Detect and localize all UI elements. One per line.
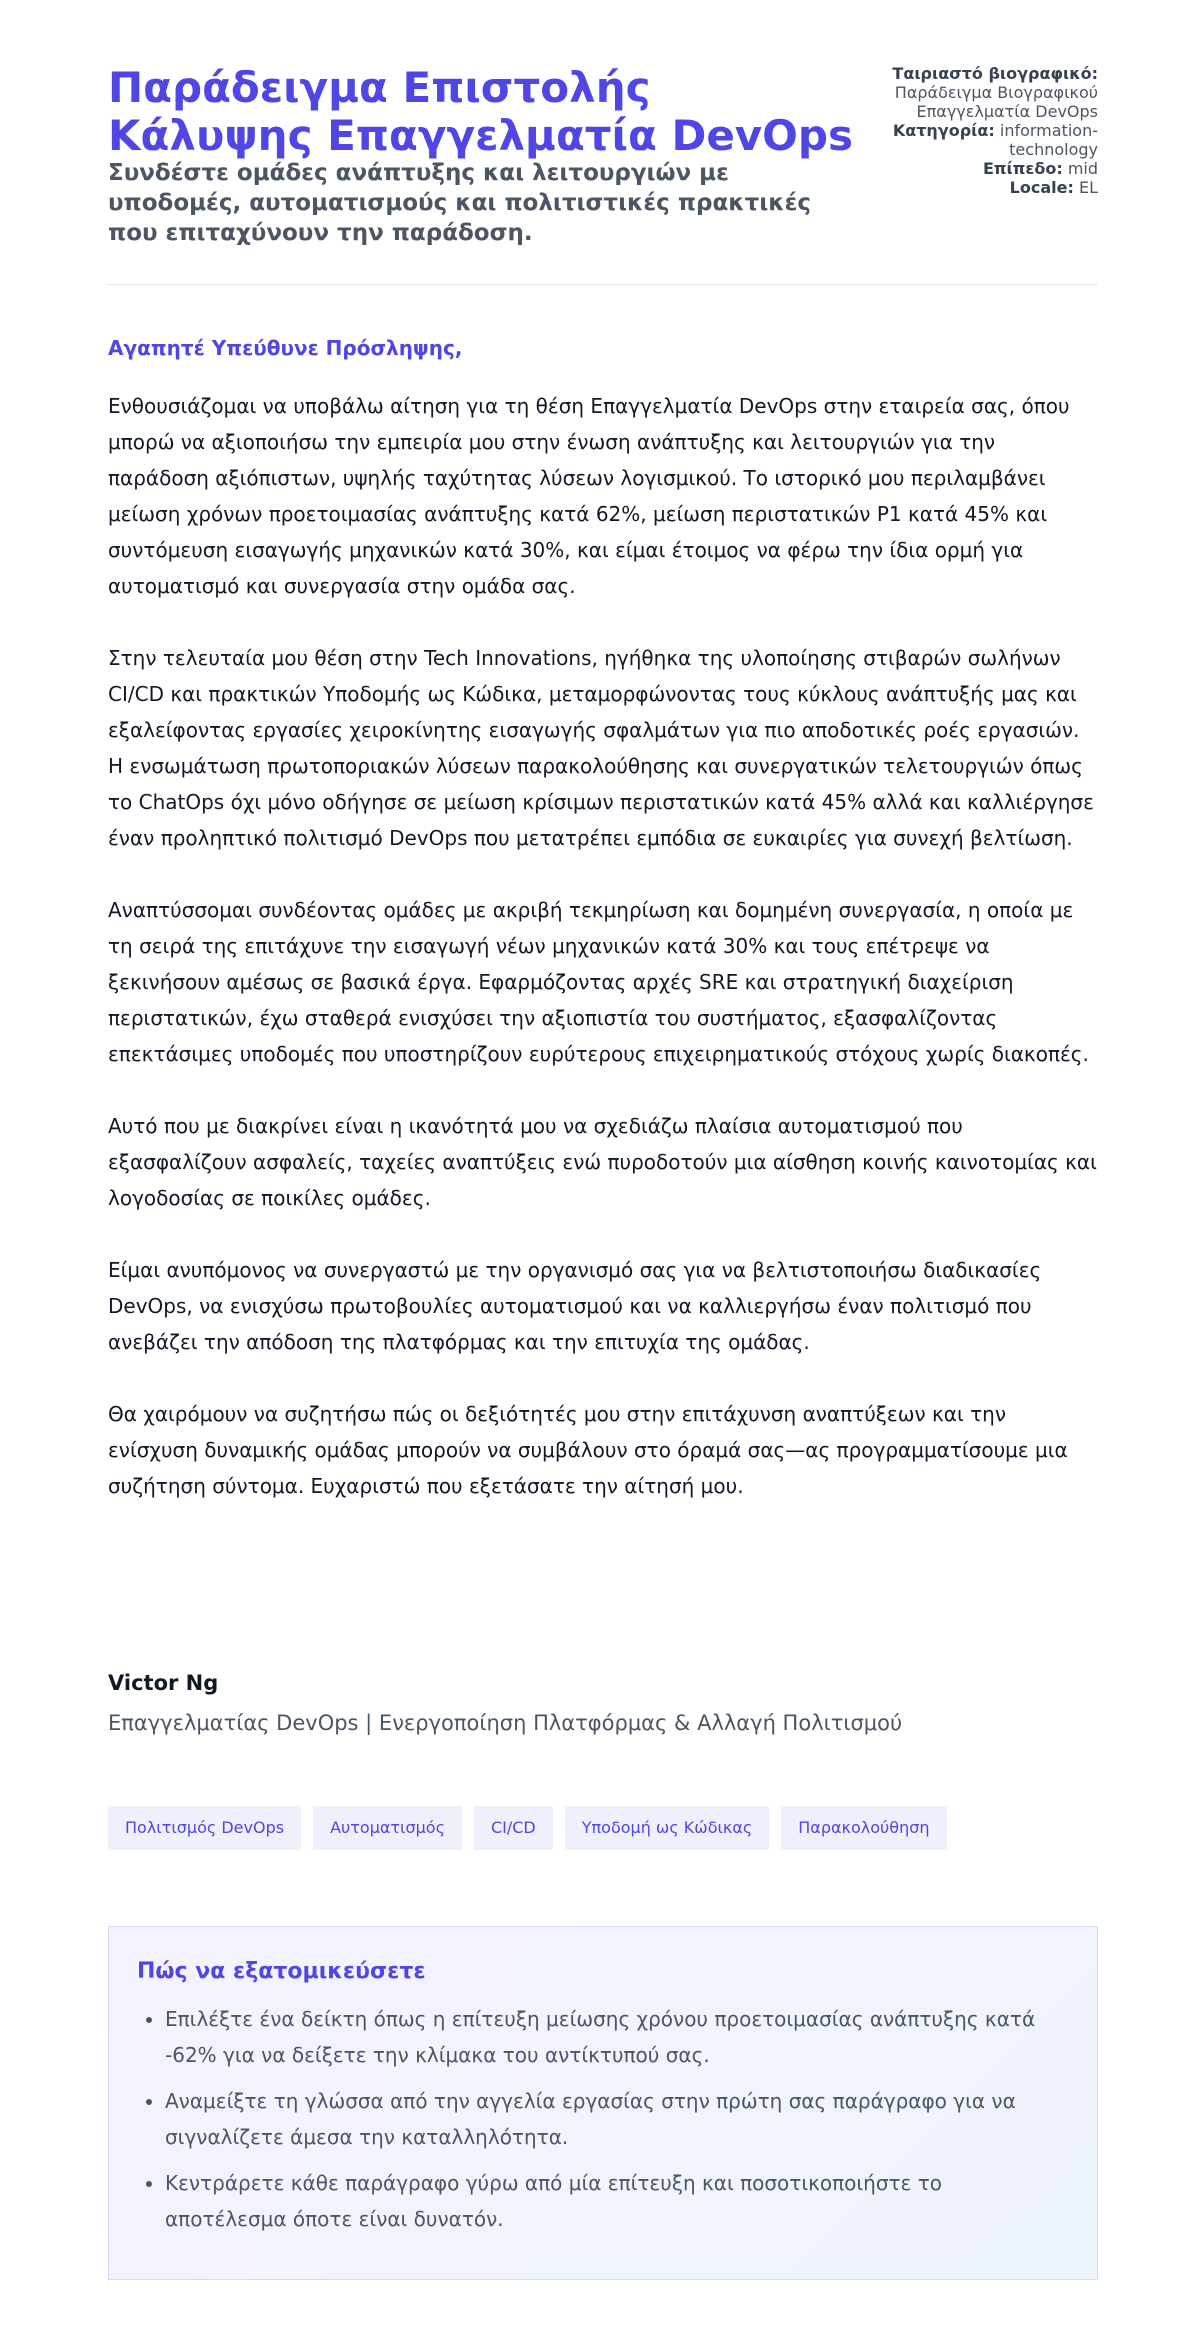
letter-paragraph: Αναπτύσσομαι συνδέοντας ομάδες με ακριβή τεκμηρίωση και δομημένη συνεργασία, η οποία με τη σειρά της επιτάχυνε την εισαγωγή νέων μηχανικών κατά 30% και τους επέτρεψε να ξεκινήσουν αμέσως σε βασικά έργα. Εφαρμόζοντας αρχές SRE και στρατηγική διαχείριση περιστατικών, έχω σταθερά ενισχύσει την αξιοπιστία του συστήματος, εξασφαλίζοντας επεκτάσιμες υποδομές που υποστηρίζουν ευρύτερους επιχειρηματικούς στόχους χωρίς διακοπές. xyxy=(108,898,1089,1066)
tip-item: • Αναμείξτε τη γλώσσα από την αγγελία εργασίας στην πρώτη σας παράγραφο για να σιγναλίζετε άμεσα την καταλληλότητα. xyxy=(165,2083,1069,2155)
tip-item: • Κεντράρετε κάθε παράγραφο γύρω από μία επίτευξη και ποσοτικοποιήστε το αποτέλεσμα όποτε είναι δυνατόν. xyxy=(165,2165,1069,2237)
page-header xyxy=(108,0,1098,285)
skill-tag: Παρακολούθηση xyxy=(781,1806,946,1850)
meta-locale xyxy=(848,178,1098,197)
tips-title: Πώς να εξατομικεύσετε xyxy=(137,1959,426,1984)
meta-panel xyxy=(848,64,1098,197)
page-title: Παράδειγμα Επιστολής Κάλυψης Επαγγελματία DevOps xyxy=(108,63,853,160)
meta-resume-label: Ταιριαστό βιογραφικό: xyxy=(892,64,1098,83)
skill-tag: Πολιτισμός DevOps xyxy=(108,1806,301,1850)
letter-body xyxy=(108,388,1098,1540)
meta-locale-label: Locale: xyxy=(1009,178,1074,197)
meta-category-value: information-technology xyxy=(999,121,1098,159)
skill-tag: Υποδομή ως Κώδικας xyxy=(565,1806,770,1850)
meta-level-value: mid xyxy=(1067,159,1098,178)
salutation: Αγαπητέ Υπεύθυνε Πρόσληψης, xyxy=(108,336,463,360)
meta-resume xyxy=(848,64,1098,121)
letter-paragraph: Στην τελευταία μου θέση στην Tech Innovations, ηγήθηκα της υλοποίησης στιβαρών σωλήνων CI/CD και πρακτικών Υποδομής ως Κώδικα, μεταμορφώνοντας τους κύκλους ανάπτυξής μας και εξαλείφοντας εργασίες χειροκίνητης εισαγωγής σφαλμάτων για πιο αποδοτικές ροές εργασιών. Η ενσωμάτωση πρωτοποριακών λύσεων παρακολούθησης και συνεργατικών τελετουργιών όπως το ChatOps όχι μόνο οδήγησε σε μείωση κρίσιμων περιστατικών κατά 45% αλλά και καλλιέργησε έναν προληπτικό πολιτισμό DevOps που μετατρέπει εμπόδια σε ευκαιρίες για συνεχή βελτίωση. xyxy=(108,646,1094,850)
cover-letter-page xyxy=(108,0,1098,2231)
meta-level-label: Επίπεδο: xyxy=(982,159,1063,178)
letter-paragraph: Αυτό που με διακρίνει είναι η ικανότητά μου να σχεδιάζω πλαίσια αυτοματισμού που εξασφαλίζουν ασφαλείς, ταχείες αναπτύξεις ενώ πυροδοτούν μια αίσθηση κοινής καινοτομίας και λογοδοσίας σε ποικίλες ομάδες. xyxy=(108,1114,1097,1210)
letter-paragraph: Θα χαιρόμουν να συζητήσω πώς οι δεξιότητές μου στην επιτάχυνση αναπτύξεων και την ενίσχυση δυναμικής ομάδας μπορούν να συμβάλουν στο όραμά σας—ας προγραμματίσουμε μια συζήτηση σύντομα. Ευχαριστώ που εξετάσατε την αίτησή μου. xyxy=(108,1402,1068,1498)
meta-category-label: Κατηγορία: xyxy=(892,121,995,140)
page-subtitle: Συνδέστε ομάδες ανάπτυξης και λειτουργιών με υποδομές, αυτοματισμούς και πολιτιστικές πρακτικές που επιταχύνουν την παράδοση. xyxy=(108,160,812,246)
tips-list xyxy=(137,2001,1069,2237)
signature-role: Επαγγελματίας DevOps | Ενεργοποίηση Πλατφόρμας & Αλλαγή Πολιτισμού xyxy=(108,1711,903,1735)
meta-level xyxy=(848,159,1098,178)
letter-paragraph: Είμαι ανυπόμονος να συνεργαστώ με την οργανισμό σας για να βελτιστοποιήσω διαδικασίες DevOps, να ενισχύσω πρωτοβουλίες αυτοματισμού και να καλλιεργήσω έναν πολιτισμό που ανεβάζει την απόδοση της πλατφόρμας και την επιτυχία της ομάδας. xyxy=(108,1258,1042,1354)
letter-paragraph: Ενθουσιάζομαι να υποβάλω αίτηση για τη θέση Επαγγελματία DevOps στην εταιρεία σας, όπου μπορώ να αξιοποιήσω την εμπειρία μου στην ένωση ανάπτυξης και λειτουργιών για την παράδοση αξιόπιστων, υψηλής ταχύτητας λύσεων λογισμικού. Το ιστορικό μου περιλαμβάνει μείωση χρόνων προετοιμασίας ανάπτυξης κατά 62%, μείωση περιστατικών P1 κατά 45% και συντόμευση εισαγωγής μηχανικών κατά 30%, και είμαι έτοιμος να φέρω την ίδια ορμή για αυτοματισμό και συνεργασία στην ομάδα σας. xyxy=(108,394,1070,598)
meta-resume-value: Παράδειγμα Βιογραφικού Επαγγελματία DevOps xyxy=(894,83,1098,121)
meta-category xyxy=(848,121,1098,159)
skill-tag: CI/CD xyxy=(474,1806,553,1850)
customization-tips-box xyxy=(108,1926,1098,2280)
skill-tags xyxy=(108,1806,947,1850)
skill-tag: Αυτοματισμός xyxy=(313,1806,462,1850)
tip-item: • Επιλέξτε ένα δείκτη όπως η επίτευξη μείωσης χρόνου προετοιμασίας ανάπτυξης κατά -62% για να δείξετε την κλίμακα του αντίκτυπού σας. xyxy=(165,2001,1069,2073)
signature-name: Victor Ng xyxy=(108,1671,219,1695)
signature-block xyxy=(108,1668,1098,1738)
meta-locale-value: EL xyxy=(1078,178,1098,197)
